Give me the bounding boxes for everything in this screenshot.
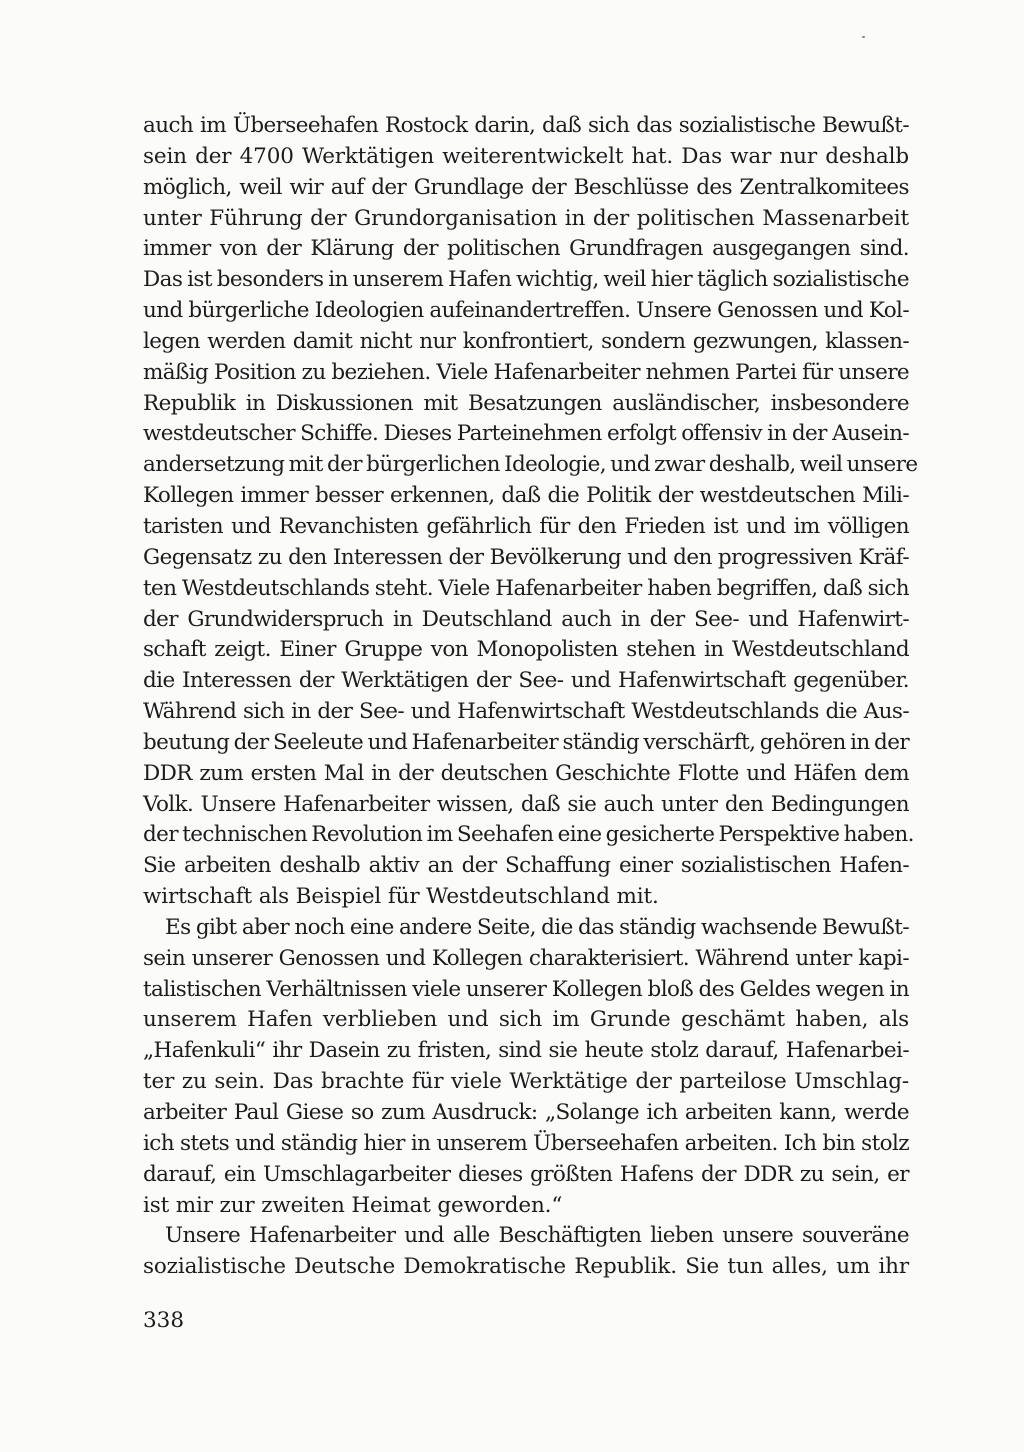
text-line: und bürgerliche Ideologien aufeinandertreffen. Unsere Genossen und Kol- bbox=[143, 298, 909, 324]
text-line: sozialistische Deutsche Demokratische Republik. Sie tun alles, um ihr bbox=[143, 1254, 909, 1280]
text-line: talistischen Verhältnissen viele unserer Kollegen bloß des Geldes wegen in bbox=[143, 976, 909, 1002]
text-line: beutung der Seeleute und Hafenarbeiter ständig verschärft, gehören in der bbox=[143, 729, 909, 755]
text-line: Das ist besonders in unserem Hafen wichtig, weil hier täglich sozialistische bbox=[143, 267, 909, 293]
page-number: 338 bbox=[143, 1308, 185, 1333]
text-line: ter zu sein. Das brachte für viele Werktätige der parteilose Umschlag- bbox=[143, 1069, 909, 1095]
paragraph-2 bbox=[143, 913, 909, 1221]
text-line: möglich, weil wir auf der Grundlage der Beschlüsse des Zentralkomitees bbox=[143, 174, 909, 200]
text-line: unter Führung der Grundorganisation in der politischen Massenarbeit bbox=[143, 205, 909, 231]
text-line: immer von der Klärung der politischen Grundfragen ausgegangen sind. bbox=[143, 236, 909, 262]
text-line: Während sich in der See- und Hafenwirtschaft Westdeutschlands die Aus- bbox=[143, 699, 909, 725]
text-line: auch im Überseehafen Rostock darin, daß sich das sozialistische Bewußt- bbox=[143, 113, 909, 138]
text-line: die Interessen der Werktätigen der See- und Hafenwirtschaft gegenüber. bbox=[143, 668, 909, 694]
text-line: ist mir zur zweiten Heimat geworden.“ bbox=[143, 1192, 563, 1218]
paragraph-3 bbox=[143, 1221, 909, 1283]
text-line: der Grundwiderspruch in Deutschland auch in der See- und Hafenwirt- bbox=[143, 606, 909, 632]
text-line: Volk. Unsere Hafenarbeiter wissen, daß sie auch unter den Bedingungen bbox=[143, 791, 909, 817]
text-line: sein der 4700 Werktätigen weiterentwickelt hat. Das war nur deshalb bbox=[143, 143, 909, 169]
text-line: legen werden damit nicht nur konfrontiert, sondern gezwungen, klassen- bbox=[143, 328, 909, 354]
text-line: der technischen Revolution im Seehafen eine gesicherte Perspektive haben. bbox=[143, 822, 914, 848]
text-line: Unsere Hafenarbeiter und alle Beschäftigten lieben unsere souveräne bbox=[165, 1223, 909, 1249]
text-line: darauf, ein Umschlagarbeiter dieses größten Hafens der DDR zu sein, er bbox=[143, 1161, 909, 1187]
text-line: andersetzung mit der bürgerlichen Ideologie, und zwar deshalb, weil unsere bbox=[143, 452, 918, 478]
text-line: taristen und Revanchisten gefährlich für den Frieden ist und im völligen bbox=[143, 513, 909, 539]
text-line: Kollegen immer besser erkennen, daß die Politik der westdeutschen Mili- bbox=[143, 483, 909, 509]
text-line: DDR zum ersten Mal in der deutschen Geschichte Flotte und Häfen dem bbox=[143, 760, 909, 786]
text-line: Republik in Diskussionen mit Besatzungen ausländischer, insbesondere bbox=[143, 390, 909, 416]
text-line: westdeutscher Schiffe. Dieses Parteinehmen erfolgt offensiv in der Ausein- bbox=[143, 421, 909, 447]
scan-speck bbox=[862, 36, 865, 38]
text-line: wirtschaft als Beispiel für Westdeutschland mit. bbox=[143, 884, 659, 910]
paragraph-1 bbox=[143, 111, 918, 913]
text-line: ich stets und ständig hier in unserem Überseehafen arbeiten. Ich bin stolz bbox=[143, 1130, 909, 1156]
text-line: mäßig Position zu beziehen. Viele Hafenarbeiter nehmen Partei für unsere bbox=[143, 359, 909, 385]
text-line: Gegensatz zu den Interessen der Bevölkerung und den progressiven Kräf- bbox=[143, 544, 909, 570]
text-line: schaft zeigt. Einer Gruppe von Monopolisten stehen in Westdeutschland bbox=[143, 637, 909, 663]
text-line: Sie arbeiten deshalb aktiv an der Schaffung einer sozialistischen Hafen- bbox=[143, 853, 909, 879]
text-line: arbeiter Paul Giese so zum Ausdruck: „Solange ich arbeiten kann, werde bbox=[143, 1100, 909, 1125]
text-line: unserem Hafen verblieben und sich im Grunde geschämt haben, als bbox=[143, 1007, 909, 1033]
text-line: ten Westdeutschlands steht. Viele Hafenarbeiter haben begriffen, daß sich bbox=[143, 575, 909, 601]
text-line: „Hafenkuli“ ihr Dasein zu fristen, sind sie heute stolz darauf, Hafenarbei- bbox=[143, 1038, 909, 1064]
body-text bbox=[143, 111, 918, 1283]
text-line: Es gibt aber noch eine andere Seite, die das ständig wachsende Bewußt- bbox=[165, 914, 909, 940]
text-line: sein unserer Genossen und Kollegen charakterisiert. Während unter kapi- bbox=[143, 945, 909, 971]
